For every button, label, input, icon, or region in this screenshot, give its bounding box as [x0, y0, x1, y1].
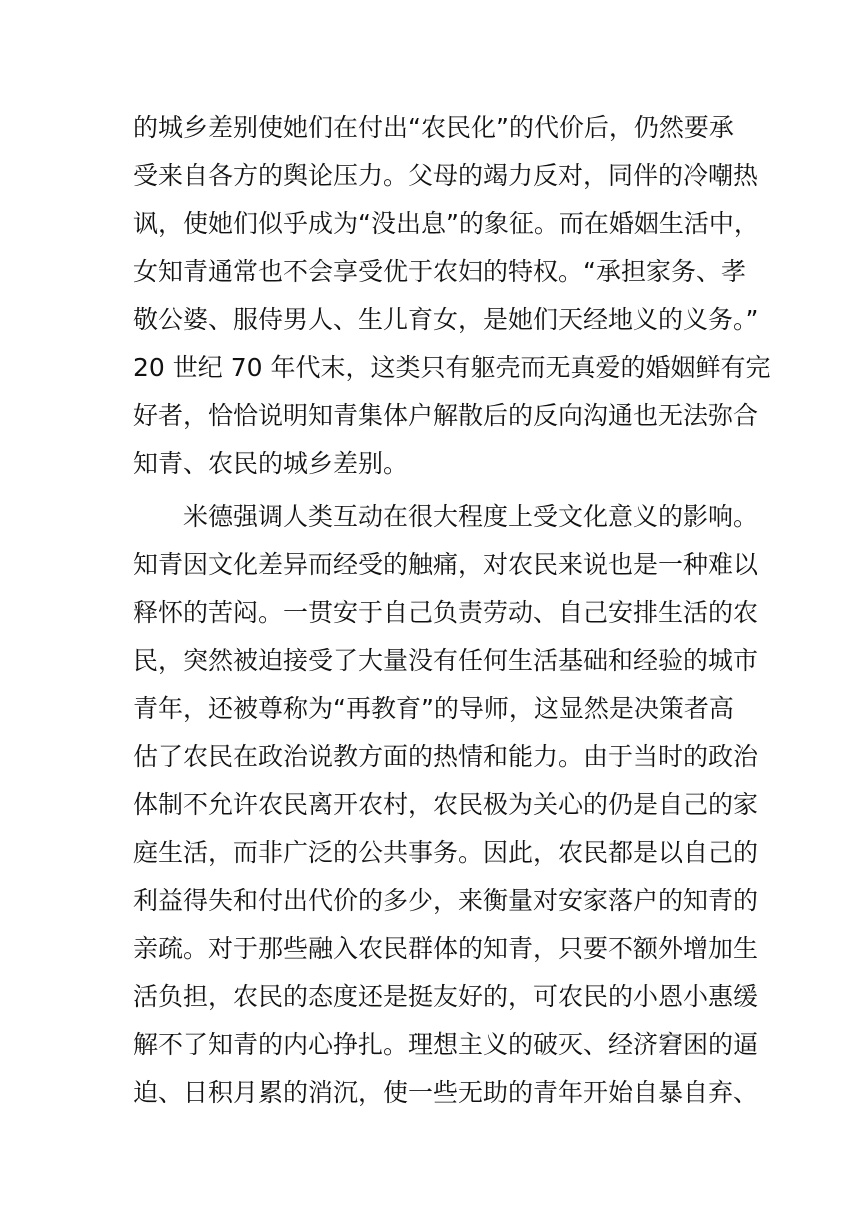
text-line: 好者，恰恰说明知青集体户解散后的反向沟通也无法弥合: [133, 401, 759, 430]
text-line: 20 世纪 70 年代末，这类只有躯壳而无真爱的婚姻鲜有完: [133, 353, 771, 382]
text-line: 估了农民在政治说教方面的热情和能力。由于当时的政治: [133, 742, 759, 771]
text-line: 的城乡差别使她们在付出“农民化”的代价后，仍然要承: [133, 113, 734, 142]
text-line: 利益得失和付出代价的多少，来衡量对安家落户的知青的: [133, 886, 759, 915]
text-line: 活负担，农民的态度还是挺友好的，可农民的小恩小惠缓: [133, 982, 759, 1011]
text-line: 迫、日积月累的消沉，使一些无助的青年开始自暴自弃、: [133, 1078, 759, 1107]
text-line: 民，突然被迫接受了大量没有任何生活基础和经验的城市: [133, 646, 759, 675]
text-line: 青年，还被尊称为“再教育”的导师，这显然是决策者高: [133, 694, 734, 723]
text-line: 知青因文化差异而经受的触痛，对农民来说也是一种难以: [133, 550, 759, 579]
text-line: 敬公婆、服侍男人、生儿育女，是她们天经地义的义务。”: [133, 305, 759, 334]
text-line: 释怀的苦闷。一贯安于自己负责劳动、自己安排生活的农: [133, 598, 759, 627]
text-line: 体制不允许农民离开农村，农民极为关心的仍是自己的家: [133, 790, 759, 819]
text-line: 亲疏。对于那些融入农民群体的知青，只要不额外增加生: [133, 934, 759, 963]
paragraph-2: [133, 493, 759, 1117]
paragraph-1: [133, 104, 771, 488]
text-line: 庭生活，而非广泛的公共事务。因此，农民都是以自己的: [133, 838, 759, 867]
text-line: 讽，使她们似乎成为“没出息”的象征。而在婚姻生活中，: [133, 209, 759, 238]
text-line: 解不了知青的内心挣扎。理想主义的破灭、经济窘困的逼: [133, 1030, 759, 1059]
text-line: 受来自各方的舆论压力。父母的竭力反对，同伴的冷嘲热: [133, 161, 759, 190]
text-line: 米德强调人类互动在很大程度上受文化意义的影响。: [183, 502, 759, 531]
text-line: 女知青通常也不会享受优于农妇的特权。“承担家务、孝: [133, 257, 746, 286]
text-line: 知青、农民的城乡差别。: [133, 449, 409, 478]
